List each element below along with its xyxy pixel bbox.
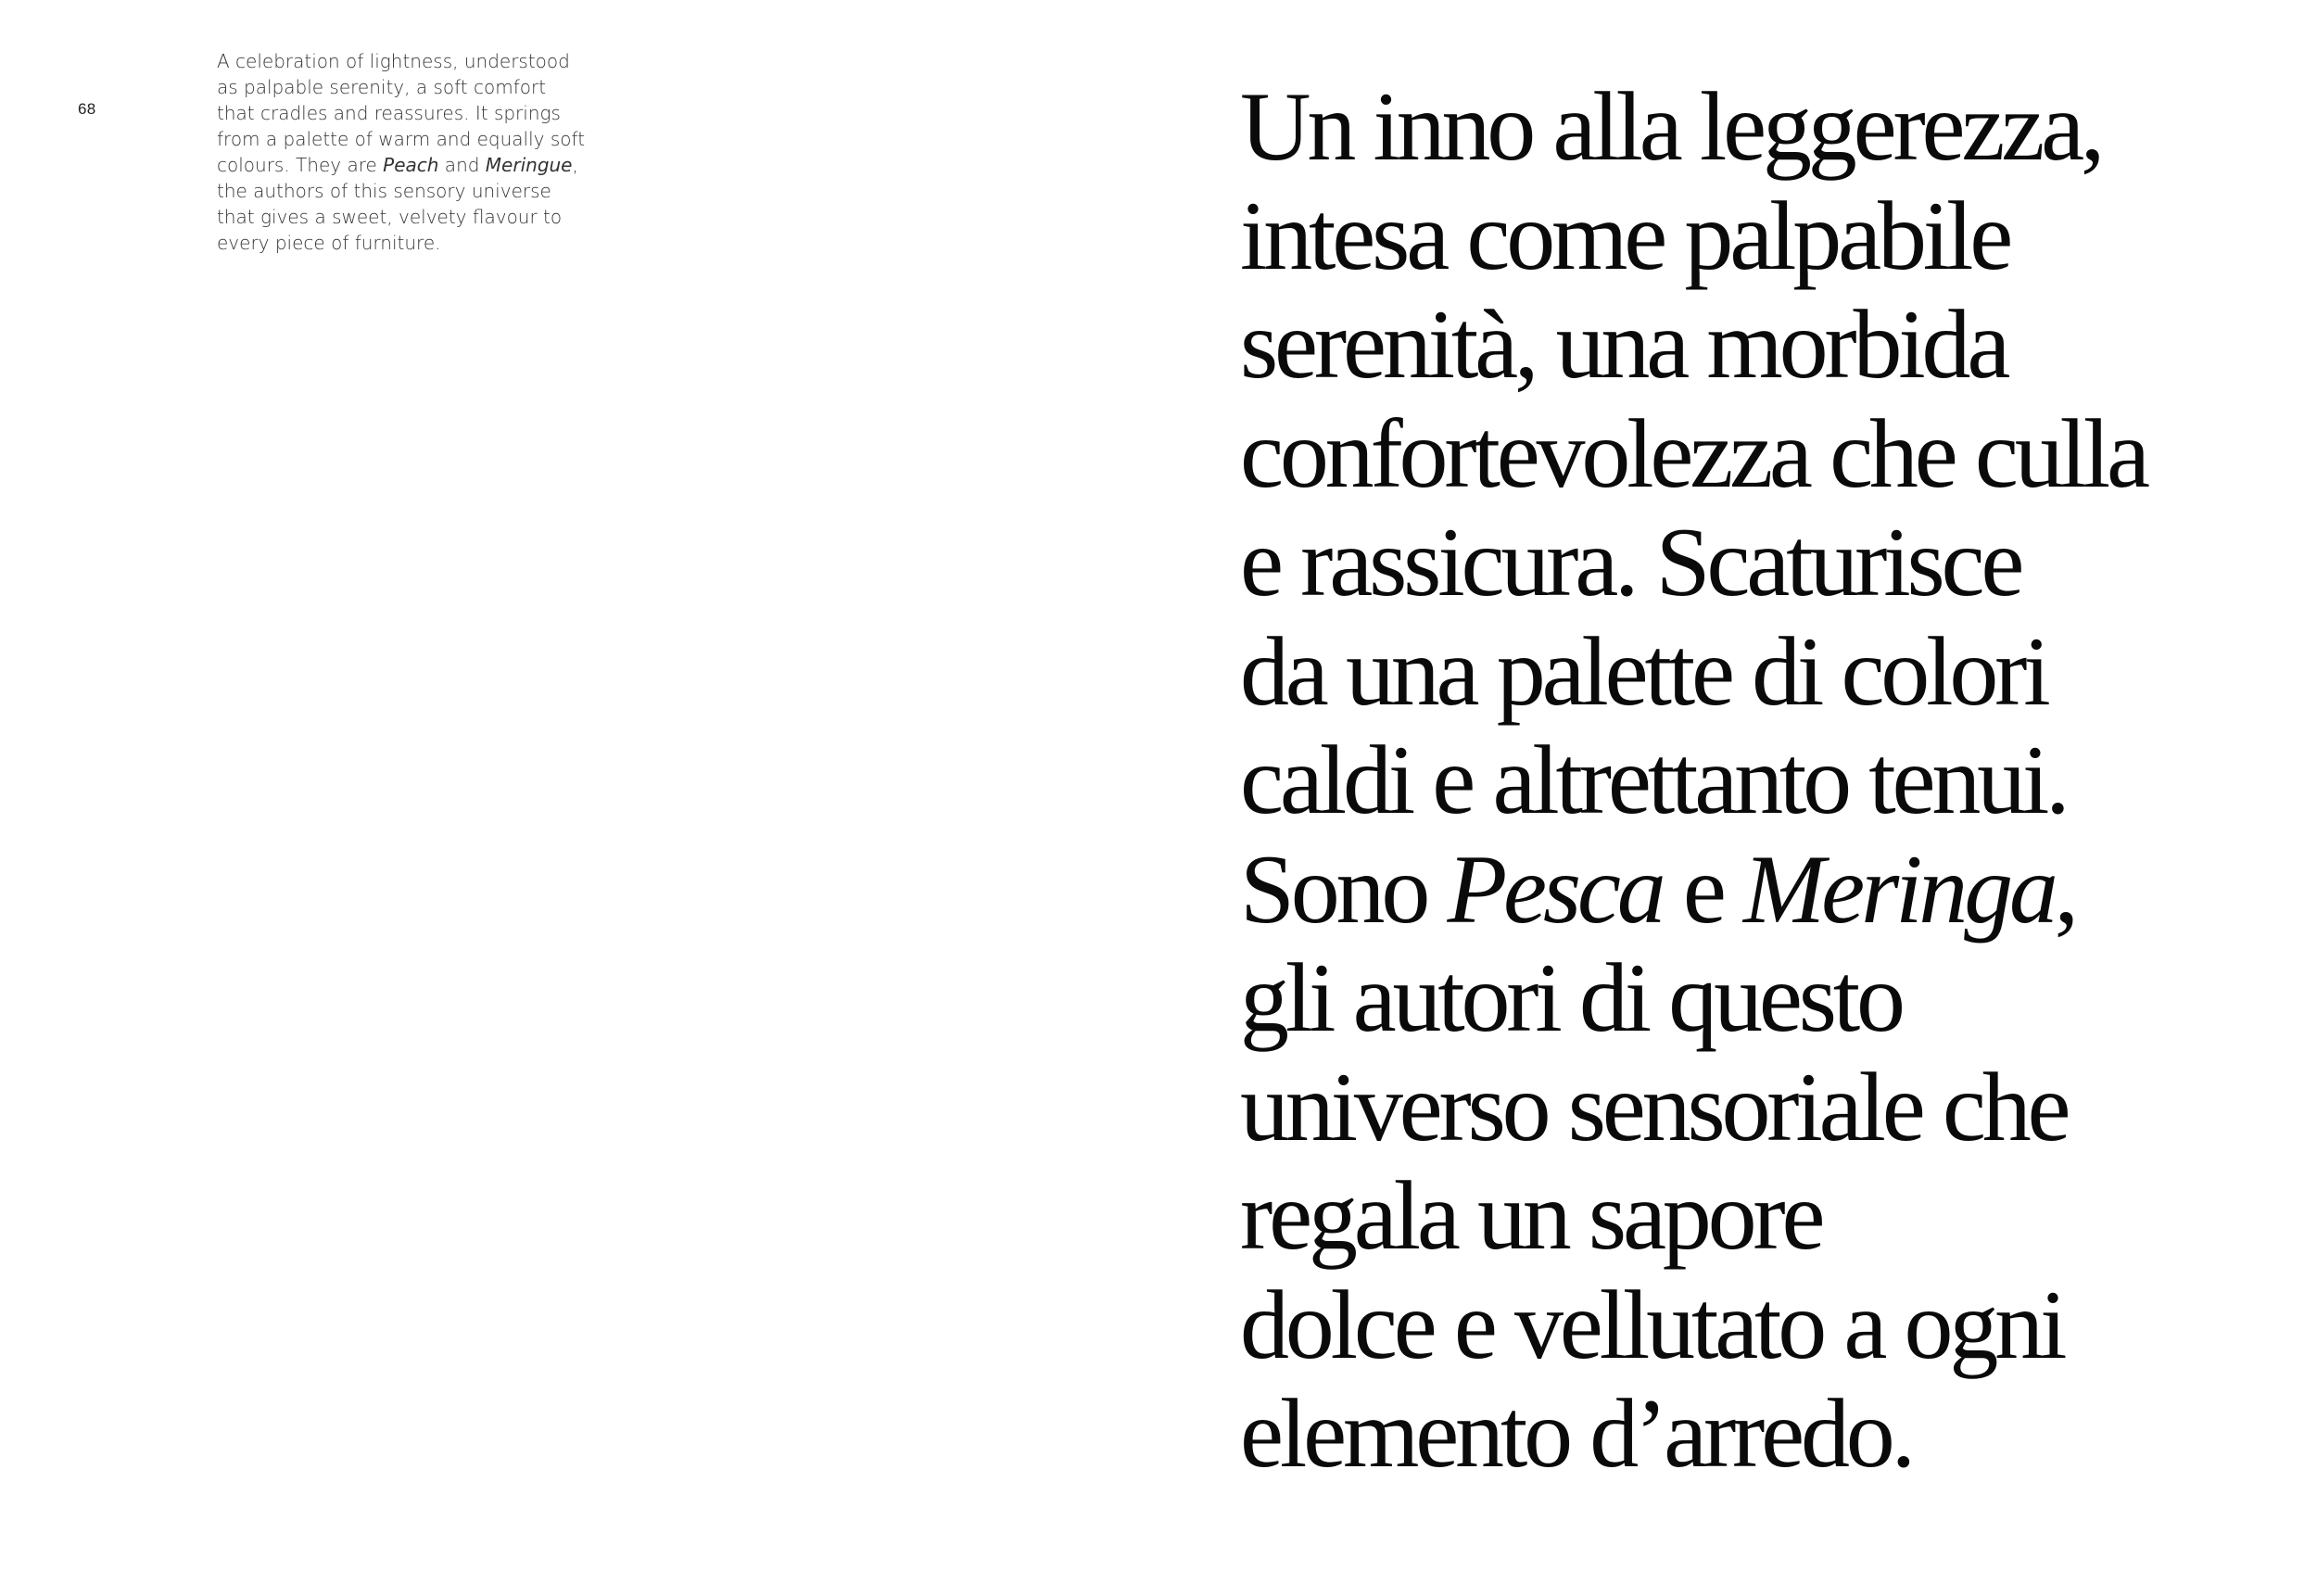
- headline-text: ,: [2054, 834, 2075, 944]
- caption-line: that cradles and reassures. It springs: [217, 102, 561, 124]
- headline-text: e: [1662, 834, 1744, 944]
- headline-line: Un inno alla leggerezza,: [1240, 72, 2102, 181]
- headline-line: dolce e vellutato a ogni: [1240, 1270, 2064, 1379]
- caption-line: that gives a sweet, velvety flavour to: [217, 206, 563, 228]
- headline-line: intesa come palpabile: [1240, 181, 2010, 290]
- english-caption: [217, 48, 606, 256]
- caption-emphasis-peach: Peach: [383, 154, 439, 176]
- caption-line: A celebration of lightness, understood: [217, 50, 570, 72]
- headline-emphasis-meringa: Meringa: [1743, 834, 2055, 944]
- headline-line: confortevolezza che culla: [1240, 399, 2146, 508]
- caption-emphasis-meringue: Meringue: [485, 154, 573, 176]
- left-page: [0, 0, 1158, 1596]
- headline-text: Sono: [1240, 834, 1448, 944]
- headline-line: [1240, 835, 2306, 944]
- caption-text: ,: [572, 154, 578, 176]
- headline-line: da una palette di colori: [1240, 616, 2047, 726]
- headline-line: caldi e altrettanto tenui.: [1240, 726, 2067, 834]
- headline-line: universo sensoriale che: [1240, 1052, 2068, 1161]
- caption-line: every piece of furniture.: [217, 232, 441, 254]
- headline-line: e rassicura. Scaturisce: [1240, 508, 2021, 616]
- caption-line: from a palette of warm and equally soft: [217, 128, 586, 150]
- italian-headline: [1240, 72, 2306, 1488]
- headline-line: serenità, una morbida: [1240, 290, 2007, 399]
- page-number: 68: [78, 100, 96, 118]
- caption-line: as palpable serenity, a soft comfort: [217, 76, 547, 98]
- caption-text: colours. They are: [217, 154, 384, 176]
- headline-emphasis-pesca: Pesca: [1447, 834, 1663, 944]
- caption-line: the authors of this sensory universe: [217, 180, 551, 202]
- headline-line: gli autori di questo: [1240, 944, 1902, 1052]
- caption-text: and: [438, 154, 486, 176]
- headline-line: regala un sapore: [1240, 1161, 1822, 1270]
- headline-line: elemento d’arredo.: [1240, 1379, 1912, 1488]
- caption-line: [217, 152, 606, 178]
